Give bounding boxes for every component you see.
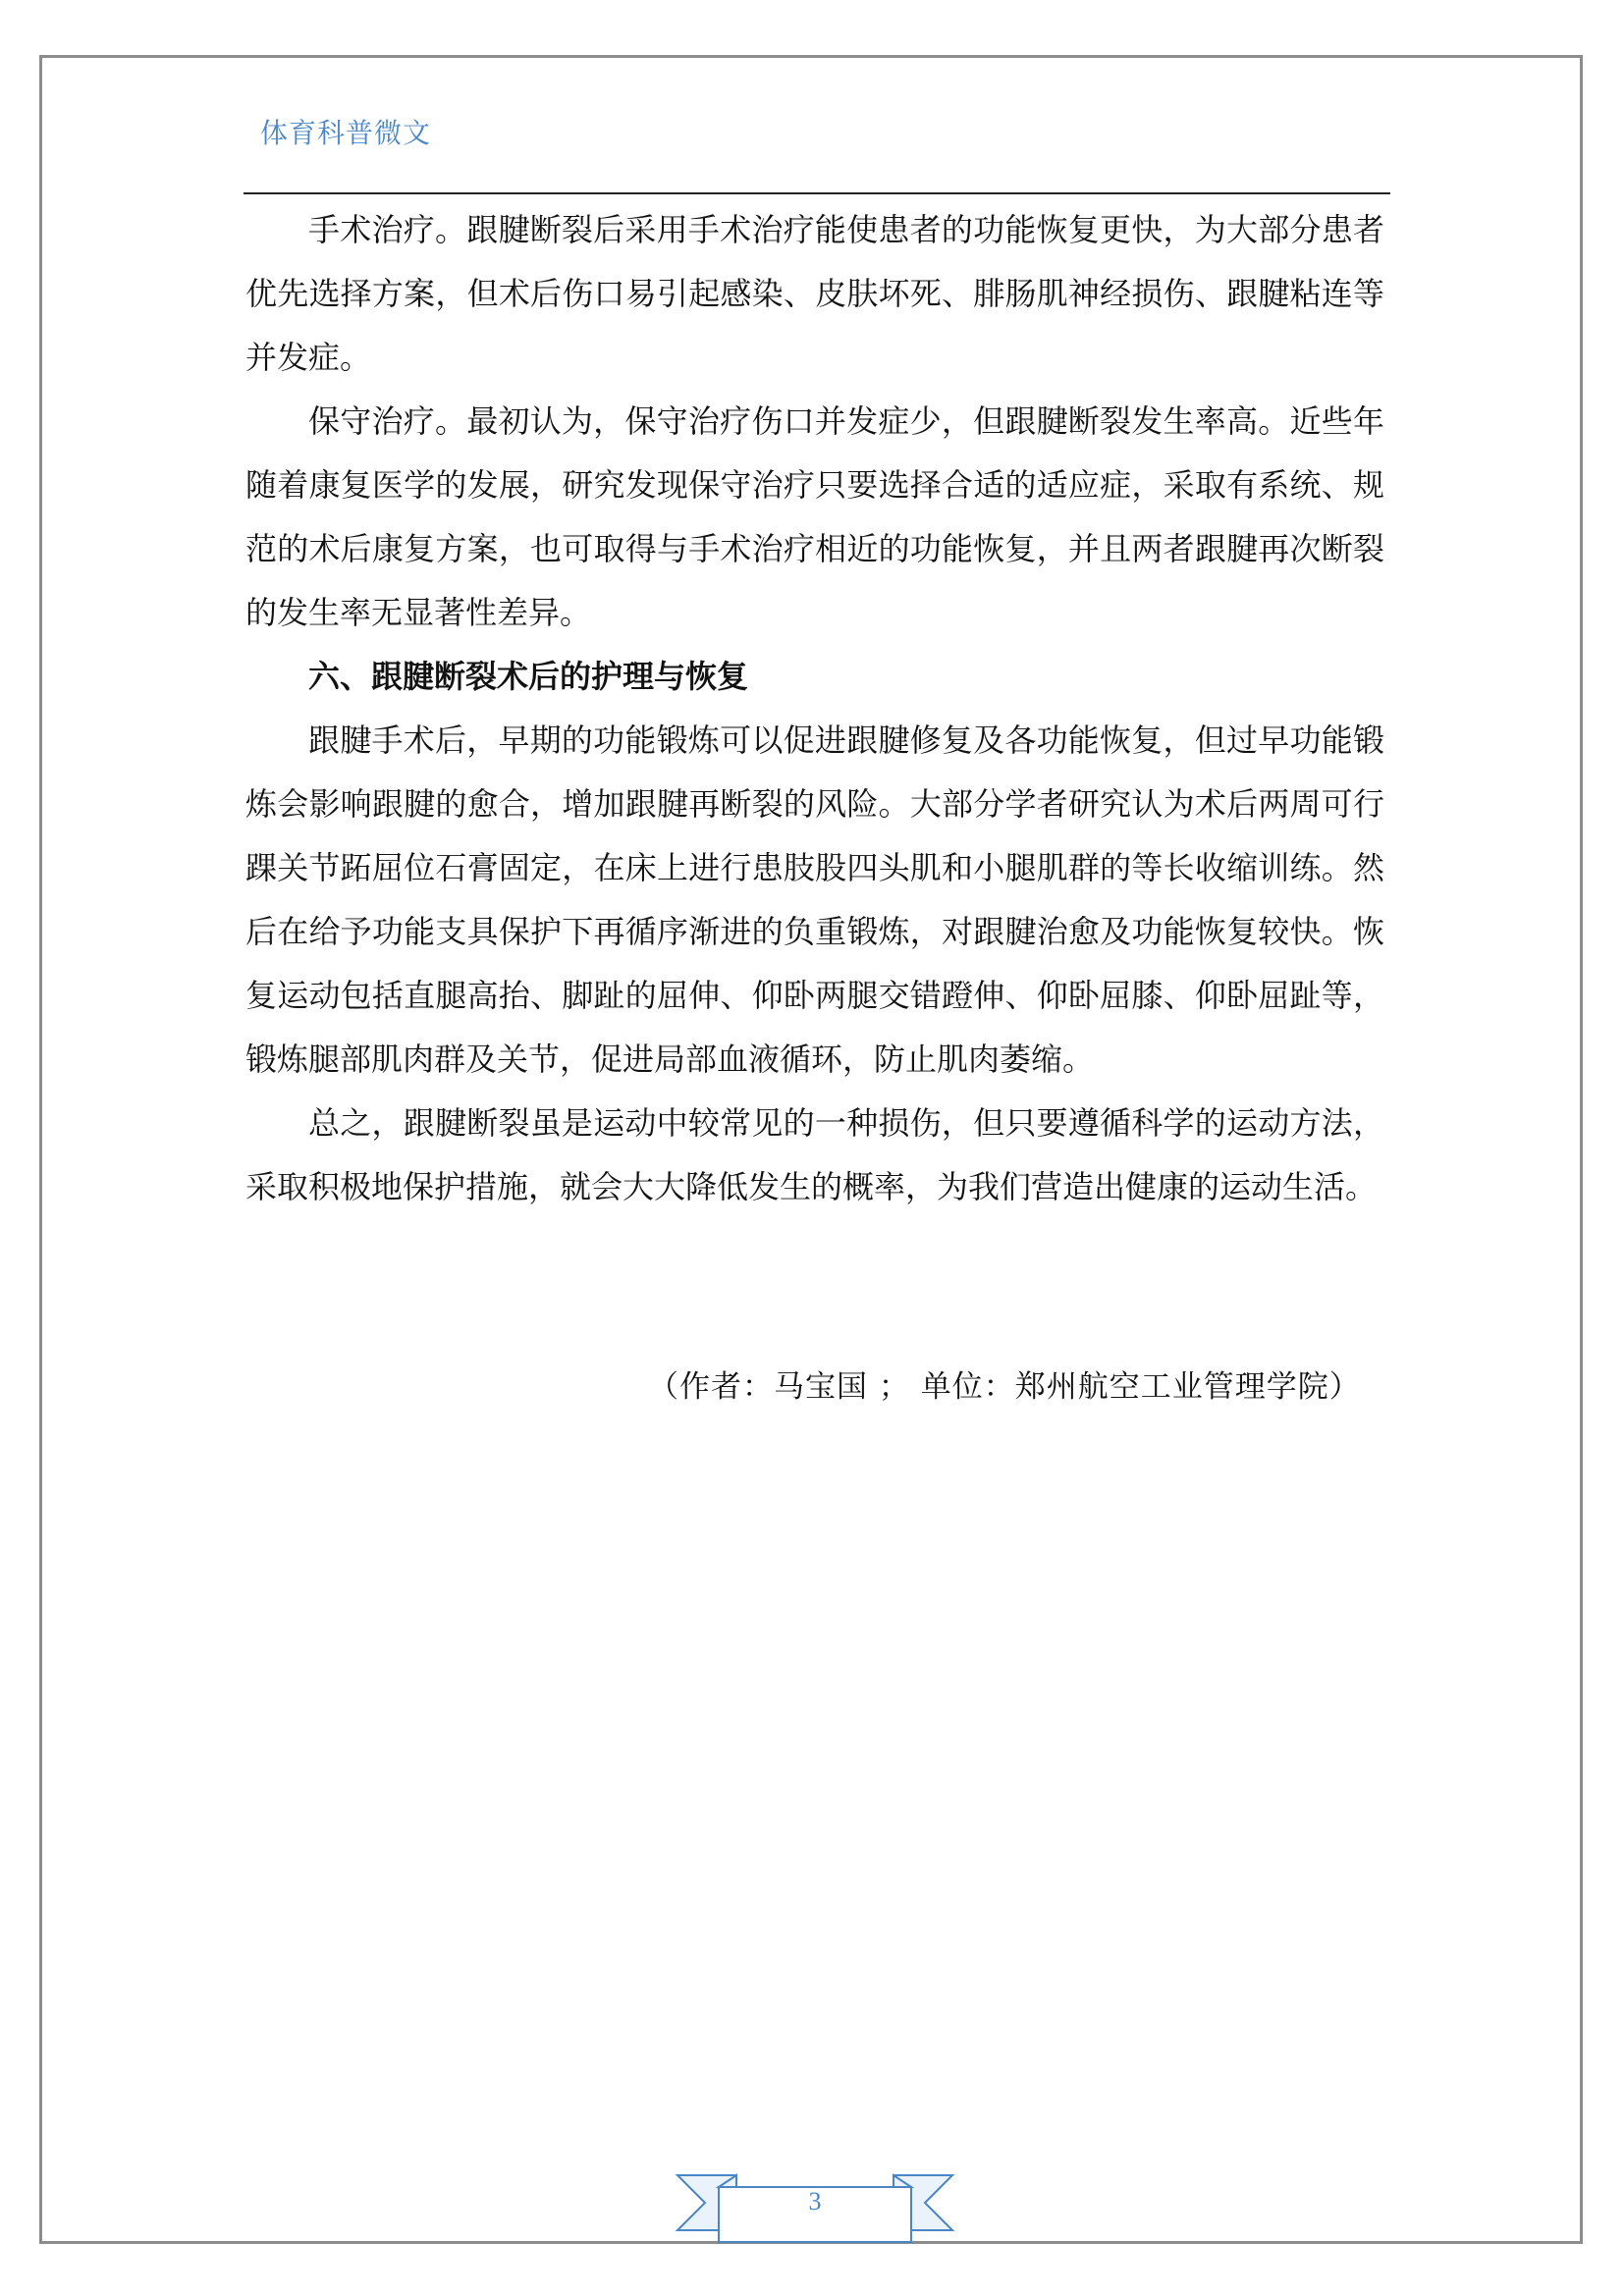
section-heading: 六、跟腱断裂术后的护理与恢复 — [308, 658, 749, 695]
article-body — [245, 198, 1384, 1219]
running-header-title: 体育科普微文 — [260, 117, 432, 149]
author-byline: （作者：马宝国 ； 单位：郑州航空工业管理学院） — [648, 1369, 1361, 1405]
paragraph-postoperative-care: 跟腱手术后，早期的功能锻炼可以促进跟腱修复及各功能恢复，但过早功能锻炼会影响跟腱的愈合，增加跟腱再断裂的风险。大部分学者研究认为术后两周可行踝关节跖屈位石膏固定，在床上进行患肢股四头肌和小腿肌群的等长收缩训练。然后在给予功能支具保护下再循序渐进的负重锻炼，对跟腱治愈及功能恢复较快。恢复运动包括直腿高抬、脚趾的屈伸、仰卧两腿交错蹬伸、仰卧屈膝、仰卧屈趾等，锻炼腿部肌肉群及关节，促进局部血液循环，防止肌肉萎缩。 — [245, 721, 1384, 1078]
header-divider — [244, 192, 1390, 194]
paragraph-conclusion: 总之，跟腱断裂虽是运动中较常见的一种损伤，但只要遵循科学的运动方法，采取积极地保护措施，就会大大降低发生的概率，为我们营造出健康的运动生活。 — [245, 1104, 1384, 1205]
paragraph-conservative-treatment: 保守治疗。最初认为，保守治疗伤口并发症少，但跟腱断裂发生率高。近些年随着康复医学的发展，研究发现保守治疗只要选择合适的适应症，采取有系统、规范的术后康复方案，也可取得与手术治疗相近的功能恢复，并且两者跟腱再次断裂的发生率无显著性差异。 — [245, 402, 1384, 631]
page-number-banner — [668, 2163, 962, 2252]
paragraph-surgical-treatment: 手术治疗。跟腱断裂后采用手术治疗能使患者的功能恢复更快，为大部分患者优先选择方案，但术后伤口易引起感染、皮肤坏死、腓肠肌神经损伤、跟腱粘连等并发症。 — [245, 211, 1384, 376]
page-number: 3 — [808, 2187, 822, 2216]
